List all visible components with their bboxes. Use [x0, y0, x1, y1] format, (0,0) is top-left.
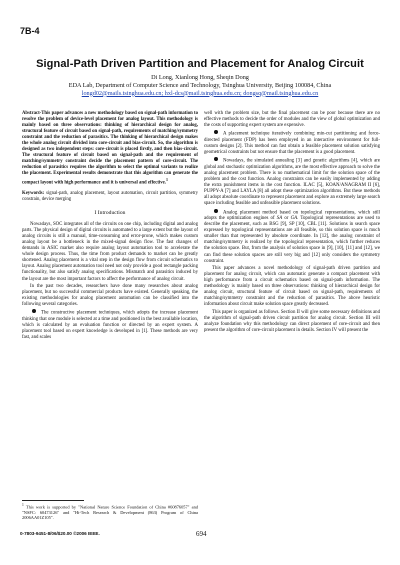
bullet-text-post: . Topological representations are used to describe the placement, such as BSG [9], SP [10], CBL [11]. Solutions in search space expressed by topological representations are all feasible, so this solution space is much smaller than that represented by absolute coordinate. In [12], the analog constraint of matching/symmetry is realized by the topological representation, which further reduces the solution space. But, from the analysis of solution space in [9], [10], [11] and [12], we can find these solution spaces are still very big and [12] only considers the symmetry constraint.	[204, 215, 381, 264]
session-tag: 7B-4	[20, 26, 40, 36]
copyright-footer: 0-7803-9451-8/06/$20.00 ©2006 IEEE.	[20, 531, 100, 536]
right-column	[204, 111, 380, 335]
bullet-icon	[214, 130, 218, 134]
bullet-item-fdp	[204, 130, 380, 156]
author-block	[0, 74, 400, 97]
bullet-text: Nowadays, the simulated annealing [3] and genetic algorithms [4], which are global and stochastic optimization algorithms, are the most effective approach to solve the analog placement problem. There is no mathematical limit for the solution space of the problem and the cost function. Analog constraints can be easily implemented by adding the extra punishment items in the cost function. ILAC [5], KOAN/ANAGRAM II [6], PUPPY-A [7] and LAYLA [8] all adopt these optimization algorithms. But these methods all adopt absolute coordinate to represent placement and explore an extremely large search space including feasible and unfeasible placement solutions.	[204, 158, 380, 207]
page-number: 694	[196, 530, 207, 538]
keywords-text: signal-path, analog placement, layout automation, circuit partition, symmetry constrain, device merging	[22, 190, 198, 202]
bullet-text-or: or	[282, 215, 291, 221]
abstract-label: Abstract-	[22, 111, 42, 116]
right-paragraph-1: well with the problem size, but the final placement can be poor because there are no effective methods to decide the order of modules and the view of global optimization and the costs of supporting expert system are expensive.	[204, 111, 380, 129]
bullet-text-pre: Analog placement method based on topological representations, which still adopts the optimization engines of	[204, 209, 380, 221]
left-column	[22, 111, 198, 342]
abstract	[22, 111, 198, 187]
bullet-icon	[214, 209, 218, 213]
author-names: Di Long, Xianlong Hong, Sheqin Dong	[151, 74, 249, 81]
bullet-item-topological	[204, 209, 380, 265]
footnote-divider	[22, 500, 84, 501]
bullet-icon	[214, 157, 218, 161]
author-emails[interactable]: longd02@mails.tsinghua.edu.cn; hxl-dcs@mail.tsinghua.edu.cn; dongsq@mail.tsinghua.edu.cn	[81, 89, 319, 97]
keywords-label: Keywords:	[22, 190, 45, 196]
right-paragraph-2: This paper advances a novel methodology of signal-path driven partition and placement for analog circuit, which can automatic generate a compact placement with high performance from a circuit schematics based on signal-path information. The methodology is mainly based on three observations: thinking of hierarchical design for analog circuit, structural feature of circuit based on signal-path, requirements of matching/symmetry constraint and the reduction of parasitics. The above heuristic information about circuit make solution space greatly decreased.	[204, 265, 380, 308]
paper-title: Signal-Path Driven Partition and Placement for Analog Circuit	[36, 58, 364, 70]
bullet-icon	[32, 309, 36, 313]
bullet-text: A placement technique iteratively combining min-cut partitioning and force-directed placement (FDP) has been employed in an interactive environment for full-custom designs [2]. This method can fast obtain a feasible placement solution satisfying geometrical constraints but not ensure that the placement is a good placement.	[204, 131, 380, 156]
right-paragraph-3: This paper is organized as follows. Section II will give some necessary definitions and the algorithm of signal-path driven circuit partition for analog circuit. Section III will analyze foundation why this methodology can direct placement of core-circuit and then present the algorithm of core-circuit placement in details. Section IV will present the	[204, 309, 380, 334]
section-heading-introduction: I Introduction	[94, 209, 126, 216]
footnote	[22, 503, 198, 521]
footnote-text: This work is supported by "National Nature Science Foundation of China #60876057" and "NSFC: 60473126" and "Hi-Tech Research & Development (863) Program of China 2006AA01Z105".	[22, 504, 198, 521]
bullet-item-constructive	[22, 309, 198, 341]
intro-paragraph-2: In the past two decades, researchers have done many researches about analog placement, but no successful commercial products have existed. Generally speaking, the existing methodologies for analog placement automation can be classified into the following several categories.	[22, 283, 198, 308]
term-ga: GA	[290, 215, 298, 221]
bullet-item-annealing	[204, 157, 380, 207]
abstract-text: This paper advances a new methodology based on signal-path information to resolve the problem of device-level placement for analog layout. This methodology is mainly based on three observations: thinking of hierarchical design for analog, structural feature of circuit based on signal-path, requirements of matching/symmetry constraint and the reduction of parasitics. The thinking of hierarchical design makes the whole analog circuit divided into core-circuit and bias-circuit. So, the algorithm is designed as two independent steps: core-circuit is placed firstly, and then bias-circuit. The structural feature of circuit based on signal-path and the requirement of matching/symmetry constraint decide the placement pattern of core-circuit. The reduction of parasitics requires the algorithm to select the optimal variants to realize the placement. Experimental results demonstrate that this algorithm can generate the compact layout with high performance and it is universal and effective.	[22, 111, 198, 186]
footnote-number: 1	[22, 503, 24, 507]
intro-paragraph-1: Nowadays, SOC integrates all of the circuits on one chip, including digital and analog parts. The physical design of digital circuits is automated to a large extent but the layout of analog circuits is still a manual, time-consuming and error-prone, which makes custom analog layout be a bottleneck in the mixed-signal design flow. The fast changes of demands in ASIC market also require analog layout automation tool to accelerate the whole design process. Thus, the time from product demands to market can be greatly shortened. Analog placement is a vital step in the design flow from circuit schematics to layout. Analog placement automation tool need not only provide a good rectangle packing functionality, but also satisfy analog specifications. Mismatch and parasitics induced by the layout are the most important factors to affect the performance of analog circuit.	[22, 221, 198, 282]
footnote-mark: 1	[165, 177, 168, 182]
bullet-text: The constructive placement techniques, which adopts the increase placement thinking that one module is selected at a time and positioned in the best available location, which is calculated by an evaluation function or directed by an expert system. A placement tool based on expert knowledge is developed in [1]. These methods are very fast, and scales	[22, 310, 198, 341]
author-affiliation: EDA Lab, Department of Computer Science and Technology, Tsinghua University, Beijing 100084, China	[68, 81, 332, 89]
term-sa: SA	[276, 215, 283, 221]
keywords	[22, 191, 198, 203]
